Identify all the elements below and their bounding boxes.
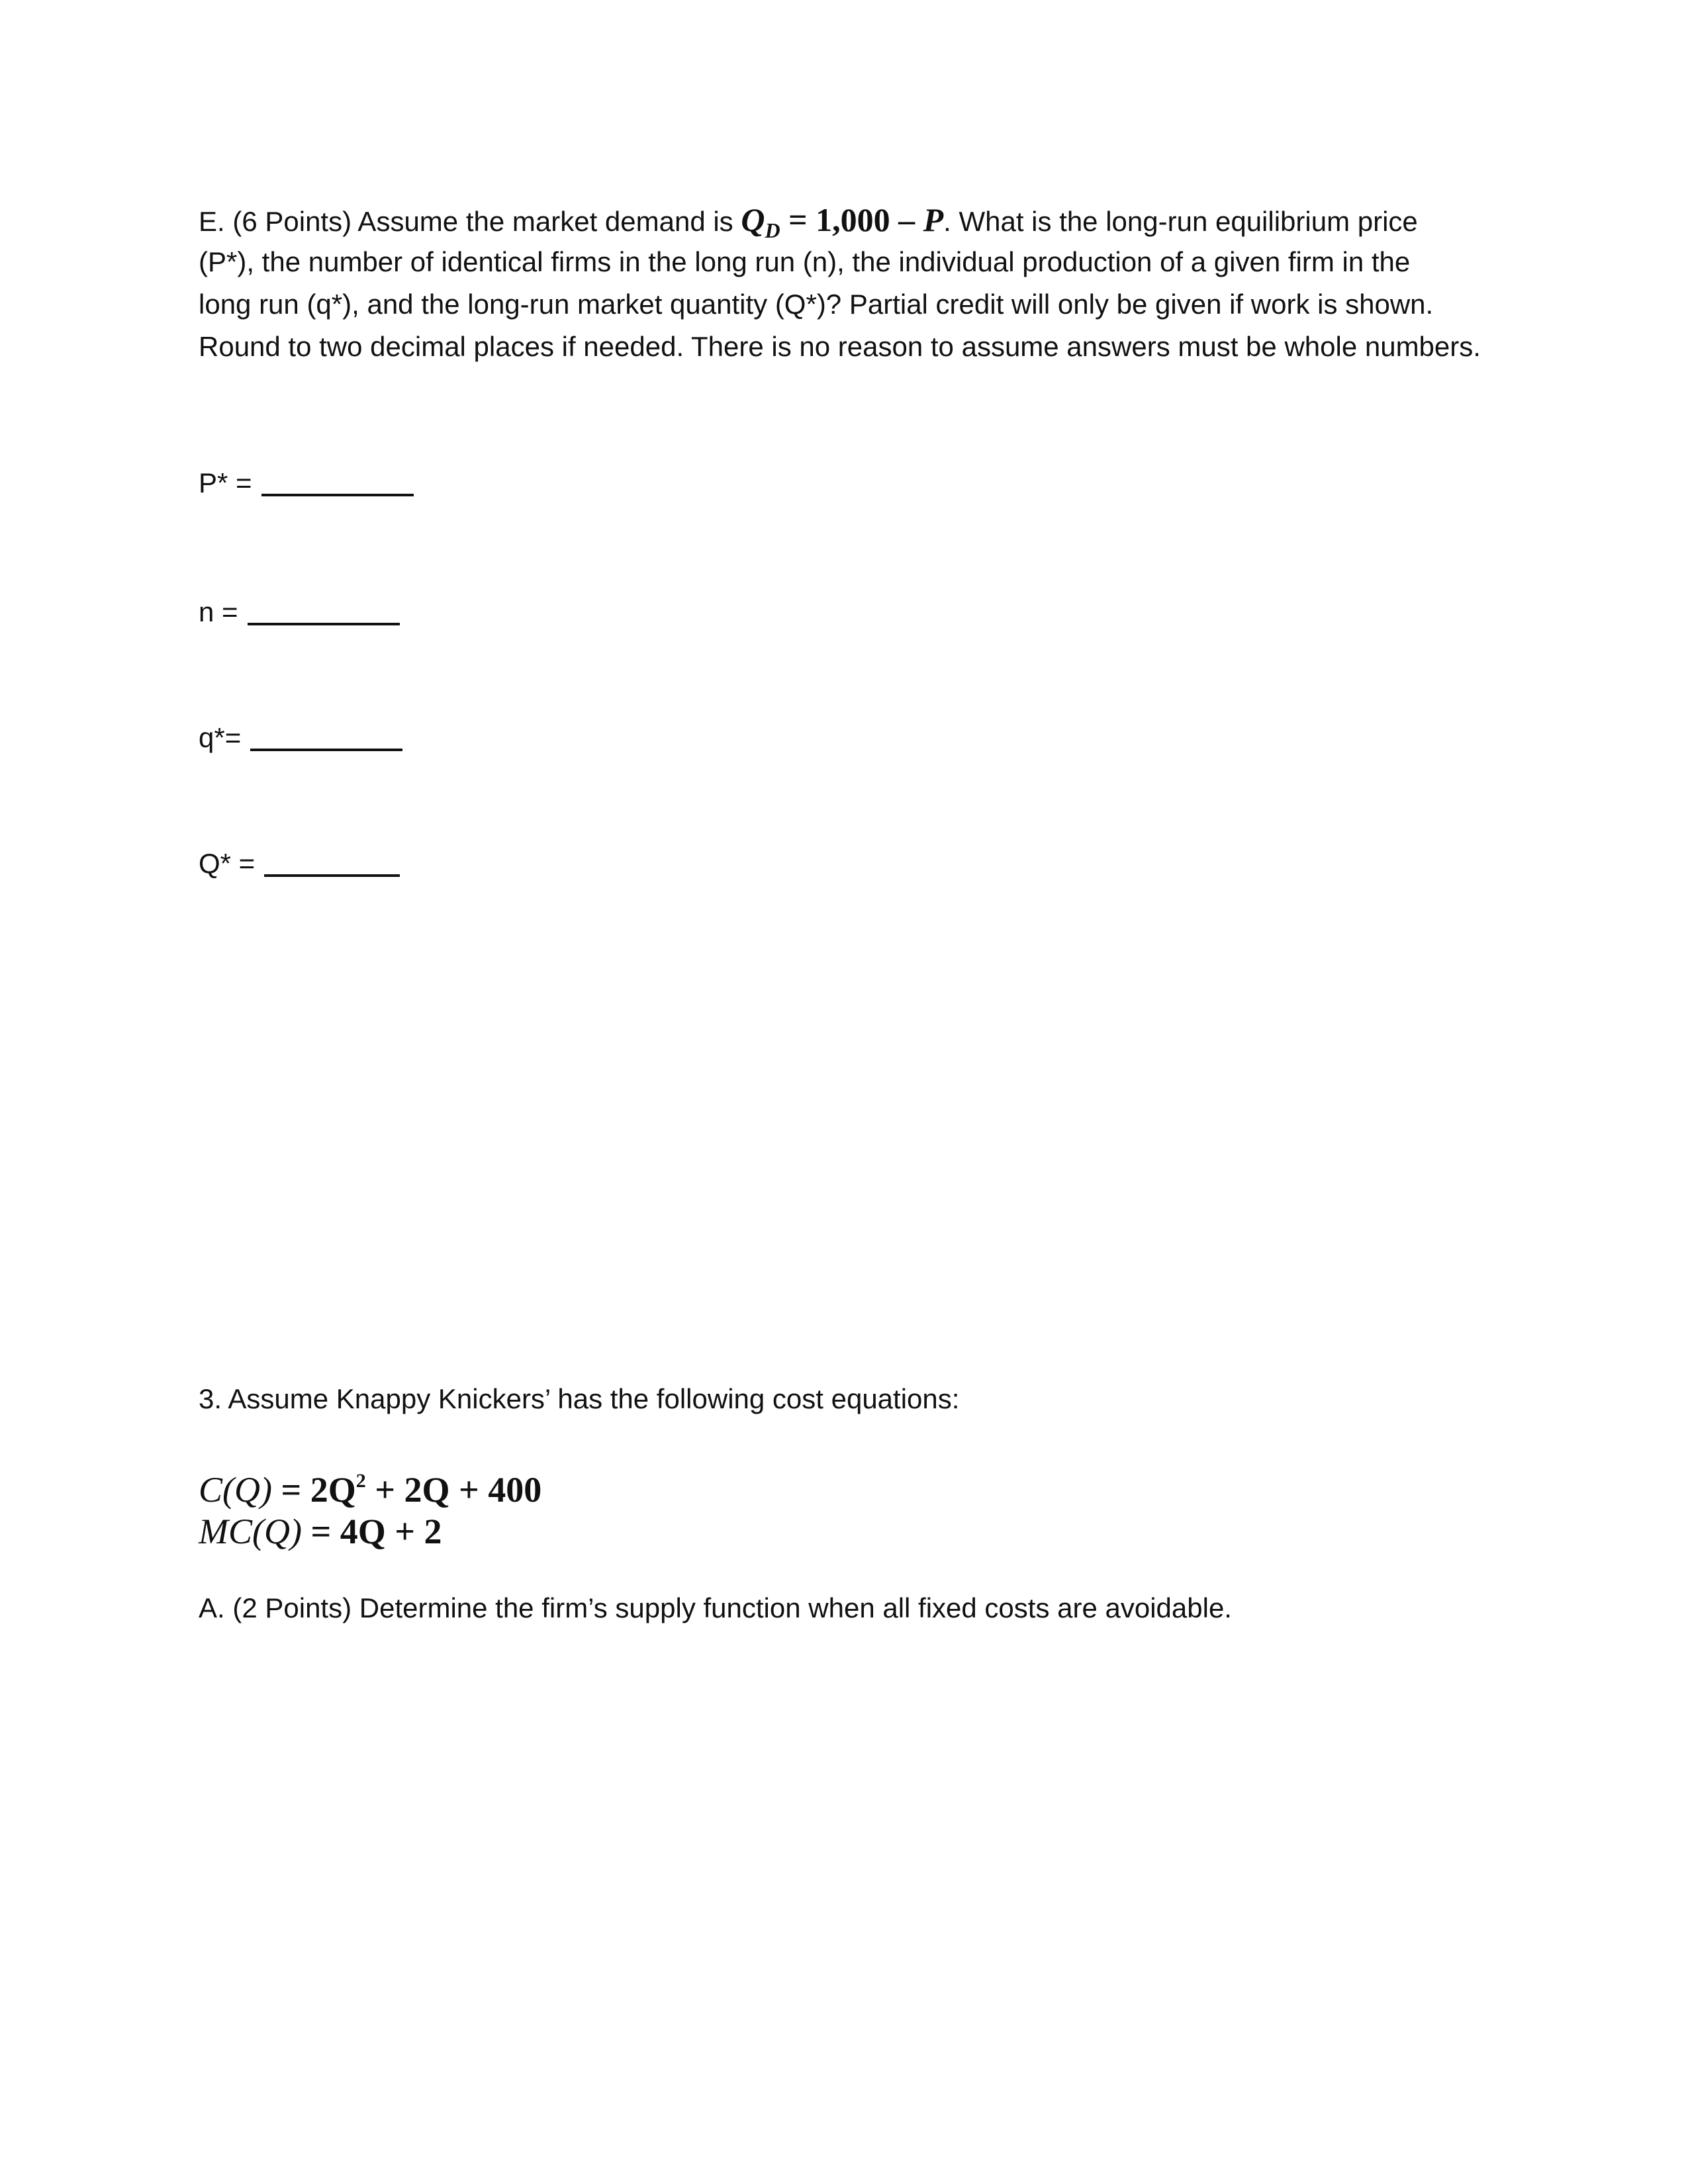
question-e-paragraph <box>199 199 1509 368</box>
question-e-line-1-prefix: E. (6 Points) Assume the market demand is <box>199 206 741 237</box>
answer-big-q-star-blank[interactable] <box>264 874 400 877</box>
question-e-line-3: long run (q*), and the long-run market quantity (Q*)? Partial credit will only be given if work is shown. <box>199 289 1434 320</box>
answer-p-star <box>199 463 414 503</box>
answer-n <box>199 592 400 632</box>
question-3-part-a-text: A. (2 Points) Determine the firm’s supply function when all fixed costs are avoidable. <box>199 1592 1232 1623</box>
question-e-line-4: Round to two decimal places if needed. There is no reason to assume answers must be whole numbers. <box>199 331 1481 362</box>
answer-n-label: n = <box>199 596 238 627</box>
demand-equation <box>741 201 944 242</box>
question-3-intro-text: 3. Assume Knappy Knickers’ has the following cost equations: <box>199 1383 960 1414</box>
cost-eq-rhs-a: = 2Q <box>271 1470 356 1510</box>
cost-eq-exponent: 2 <box>355 1470 366 1492</box>
answer-p-star-blank[interactable] <box>261 494 414 496</box>
question-3-part-a <box>199 1587 1509 1629</box>
answer-q-star-blank[interactable] <box>250 749 402 751</box>
answer-p-star-label: P* = <box>199 467 252 498</box>
answer-q-star <box>199 718 402 758</box>
cost-eq-rhs-b: + 2Q + 400 <box>365 1470 542 1510</box>
marginal-cost-equation <box>199 1506 442 1557</box>
demand-eq-q: Q <box>741 201 765 238</box>
question-e-line-1-suffix: . What is the long-run equilibrium price <box>943 206 1418 237</box>
answer-big-q-star-label: Q* = <box>199 848 256 879</box>
demand-eq-rhs: = 1,000 – <box>788 201 923 238</box>
demand-eq-p: P <box>923 201 944 238</box>
answer-big-q-star <box>199 844 400 884</box>
cost-eq-lhs: C(Q) <box>199 1470 272 1510</box>
question-e-line-1 <box>199 199 1509 241</box>
question-3-intro <box>199 1378 1509 1420</box>
question-e-line-2: (P*), the number of identical firms in the long run (n), the individual production of a given firm in the <box>199 246 1411 277</box>
demand-eq-subscript: D <box>765 218 780 242</box>
mc-eq-lhs: MC(Q) <box>199 1512 302 1551</box>
answer-q-star-label: q*= <box>199 722 242 753</box>
mc-eq-rhs: = 4Q + 2 <box>301 1512 442 1551</box>
answer-n-blank[interactable] <box>248 623 400 625</box>
